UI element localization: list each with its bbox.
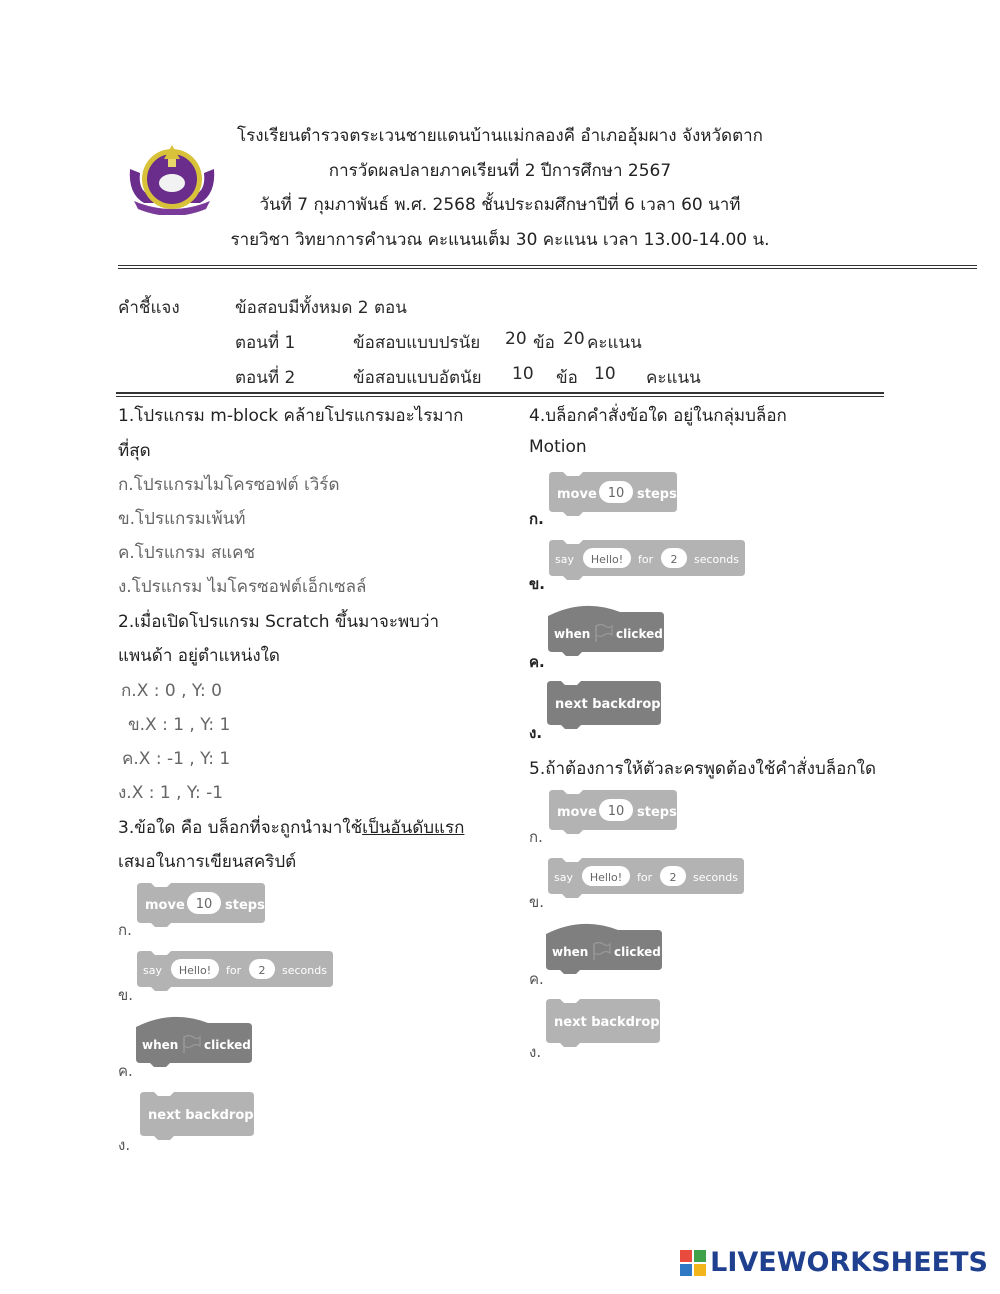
say-unit: seconds (693, 871, 738, 884)
move-value: 10 (607, 486, 625, 501)
say-value: 2 (670, 553, 678, 566)
say-word: say (555, 553, 574, 566)
q5-label-c[interactable]: ค. (529, 970, 544, 988)
move-word: move (557, 805, 597, 820)
part1-name: ตอนที่ 1 (235, 333, 296, 353)
say-value: 2 (669, 871, 677, 884)
q2-option-a[interactable]: ก.X : 0 , Y: 0 (121, 681, 222, 701)
say-for: for (638, 553, 654, 566)
part2-count: 10 (512, 364, 534, 384)
part1-unit-item: ข้อ (533, 333, 555, 353)
flag-clicked: clicked (616, 627, 663, 641)
q2-line1: 2.เมื่อเปิดโปรแกรม Scratch ขึ้นมาจะพบว่า (118, 612, 440, 632)
instructions-label: คำชี้แจง (118, 298, 180, 318)
q2-option-d[interactable]: ง.X : 1 , Y: -1 (118, 783, 224, 803)
flag-clicked: clicked (614, 945, 661, 959)
liveworksheets-text: LIVEWORKSHEETS (710, 1247, 988, 1278)
move-unit: steps (637, 487, 677, 502)
say-word: say (143, 964, 162, 977)
header-date-line: วันที่ 7 กุมภาพันธ์ พ.ศ. 2568 ชั้นประถมศึกษาปีที่ 6 เวลา 60 นาที (259, 195, 741, 215)
q5-flag-block[interactable] (546, 922, 666, 978)
q3-move-block[interactable] (137, 883, 267, 927)
flag-when: when (554, 627, 591, 641)
say-text: Hello! (589, 871, 623, 884)
instructions-divider-bottom (116, 396, 884, 397)
part2-type: ข้อสอบแบบอัตนัย (353, 368, 482, 388)
part2-unit-score: คะแนน (646, 368, 701, 388)
move-unit: steps (637, 805, 677, 820)
q2-option-c[interactable]: ค.X : -1 , Y: 1 (122, 749, 231, 769)
q1-option-b[interactable]: ข.โปรแกรมเพ้นท์ (118, 509, 246, 529)
say-text: Hello! (178, 964, 212, 977)
instructions-divider-top (116, 392, 884, 394)
q4-flag-block[interactable] (548, 604, 668, 660)
backdrop-text: next backdrop (554, 1015, 660, 1030)
say-for: for (637, 871, 653, 884)
q4-say-block[interactable] (549, 540, 747, 582)
say-unit: seconds (282, 964, 327, 977)
header-school-name: โรงเรียนตำรวจตระเวนชายแดนบ้านแม่กลองคี อำเภออุ้มผาง จังหวัดตาก (237, 126, 763, 146)
say-unit: seconds (694, 553, 739, 566)
liveworksheets-icon (680, 1250, 706, 1276)
move-unit: steps (225, 898, 265, 913)
q3-line1-start: 3.ข้อใด คือ บล็อกที่จะถูกนำมาใช้ (118, 818, 363, 838)
liveworksheets-logo[interactable] (680, 1247, 988, 1278)
q5-move-block[interactable] (549, 790, 679, 834)
q3-label-d[interactable]: ง. (118, 1136, 131, 1154)
q4-label-b[interactable]: ข. (529, 575, 545, 593)
part1-count: 20 (505, 329, 527, 349)
q4-label-d[interactable]: ง. (529, 724, 543, 742)
q5-line1: 5.ถ้าต้องการให้ตัวละครพูดต้องใช้คำสั่งบล็อกใด (529, 759, 877, 779)
q3-line1-emphasis: เป็นอันดับแรก (362, 818, 465, 838)
q3-line2: เสมอในการเขียนสคริปต์ (118, 852, 297, 872)
q1-option-d[interactable]: ง.โปรแกรม ไมโครซอฟต์เอ็กเซลล์ (118, 577, 367, 597)
q1-line2: ที่สุด (118, 441, 151, 461)
part1-unit-score: คะแนน (587, 333, 642, 353)
q1-line1: 1.โปรแกรม m-block คล้ายโปรแกรมอะไรมาก (118, 406, 464, 426)
q5-label-b[interactable]: ข. (529, 893, 545, 911)
instructions-summary: ข้อสอบมีทั้งหมด 2 ตอน (235, 298, 407, 318)
q3-backdrop-block[interactable] (140, 1092, 258, 1140)
flag-when: when (142, 1038, 179, 1052)
q3-say-block[interactable] (137, 951, 335, 993)
q2-option-b[interactable]: ข.X : 1 , Y: 1 (128, 715, 231, 735)
header-exam-title: การวัดผลปลายภาคเรียนที่ 2 ปีการศึกษา 2567 (328, 161, 672, 181)
say-word: say (554, 871, 573, 884)
q3-label-b[interactable]: ข. (118, 986, 134, 1004)
q5-backdrop-block[interactable] (546, 999, 664, 1047)
move-word: move (557, 487, 597, 502)
move-value: 10 (195, 897, 213, 912)
move-value: 10 (607, 804, 625, 819)
q3-flag-block[interactable] (136, 1015, 256, 1071)
header-subject-line: รายวิชา วิทยาการคำนวณ คะแนนเต็ม 30 คะแนน เวลา 13.00-14.00 น. (230, 230, 770, 250)
q4-label-a[interactable]: ก. (529, 510, 544, 528)
say-value: 2 (258, 964, 266, 977)
q5-label-d[interactable]: ง. (529, 1043, 542, 1061)
backdrop-text: next backdrop (148, 1108, 254, 1123)
q4-line1: 4.บล็อกคำสั่งข้อใด อยู่ในกลุ่มบล็อก (529, 406, 787, 426)
q1-option-c[interactable]: ค.โปรแกรม สแคช (118, 543, 256, 563)
q5-label-a[interactable]: ก. (529, 828, 543, 846)
q3-label-c[interactable]: ค. (118, 1062, 133, 1080)
q2-line2: แพนด้า อยู่ตำแหน่งใด (118, 646, 280, 666)
header-divider-top (118, 265, 977, 266)
part2-name: ตอนที่ 2 (235, 368, 296, 388)
q5-say-block[interactable] (548, 858, 746, 900)
q3-line1 (118, 814, 464, 841)
q4-label-c[interactable]: ค. (529, 653, 545, 671)
backdrop-text: next backdrop (555, 697, 661, 712)
part2-score: 10 (594, 364, 616, 384)
header-divider-bottom (118, 268, 977, 269)
q4-backdrop-block[interactable] (547, 681, 665, 729)
say-text: Hello! (590, 553, 624, 566)
move-word: move (145, 898, 185, 913)
flag-when: when (552, 945, 589, 959)
part1-score: 20 (563, 329, 585, 349)
q4-line2: Motion (529, 437, 587, 457)
q1-option-a[interactable]: ก.โปรแกรมไมโครซอฟต์ เวิร์ด (118, 475, 340, 495)
part2-unit-item: ข้อ (556, 368, 578, 388)
say-for: for (226, 964, 242, 977)
q4-move-block[interactable] (549, 472, 679, 516)
flag-clicked: clicked (204, 1038, 251, 1052)
part1-type: ข้อสอบแบบปรนัย (353, 333, 481, 353)
q3-label-a[interactable]: ก. (118, 921, 132, 939)
